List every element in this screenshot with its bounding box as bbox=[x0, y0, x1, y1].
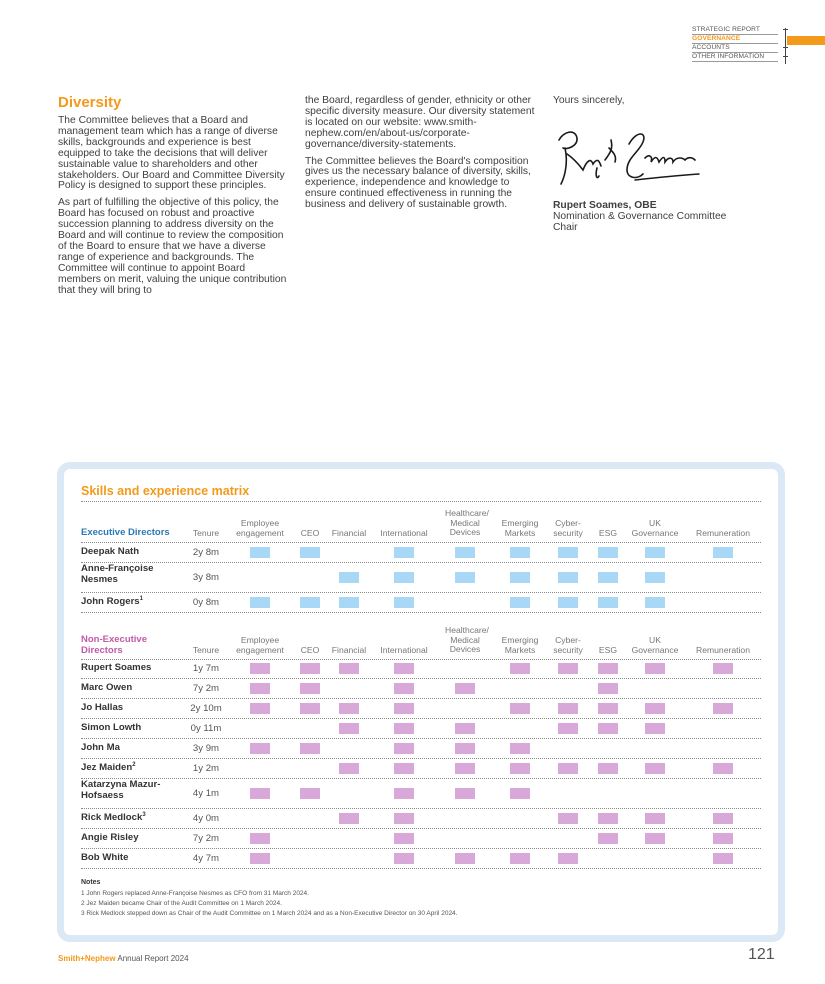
skill-marker bbox=[394, 853, 414, 864]
skill-marker bbox=[394, 743, 414, 754]
skill-marker bbox=[339, 763, 359, 774]
skill-header: Financial bbox=[331, 645, 367, 655]
skill-marker bbox=[713, 703, 733, 714]
skill-marker bbox=[598, 572, 618, 583]
skill-marker bbox=[558, 572, 578, 583]
skill-marker bbox=[558, 547, 578, 558]
skill-marker bbox=[510, 703, 530, 714]
skill-marker bbox=[510, 853, 530, 864]
skill-header: Remuneration bbox=[696, 528, 750, 538]
group-label: Non-Executive Directors bbox=[81, 634, 147, 656]
group-label: Executive Directors bbox=[81, 527, 170, 538]
non-executive-director-row: Angie Risley bbox=[81, 832, 139, 843]
non-executive-director-row: Jez Maiden$^2$ bbox=[81, 761, 136, 773]
skill-marker bbox=[394, 833, 414, 844]
skill-marker bbox=[394, 813, 414, 824]
row-divider bbox=[81, 738, 761, 739]
tenure-value: 0y 8m bbox=[192, 597, 220, 608]
skill-marker bbox=[598, 597, 618, 608]
text-column-1 bbox=[58, 116, 290, 303]
skill-marker bbox=[510, 597, 530, 608]
executive-director-row: Anne-Françoise Nesmes bbox=[81, 563, 154, 585]
skill-header: Remuneration bbox=[696, 645, 750, 655]
paragraph: The Committee believes the Board's composition gives us the necessary balance of diversity, skills, experience, independence and knowledge to ensure continued effectiveness in running the business and delivery of sustainable growth. bbox=[305, 155, 531, 211]
skill-marker bbox=[300, 788, 320, 799]
skill-marker bbox=[510, 743, 530, 754]
skill-marker bbox=[510, 788, 530, 799]
skill-marker bbox=[394, 663, 414, 674]
row-divider bbox=[81, 612, 761, 613]
tenure-value: 4y 0m bbox=[192, 813, 220, 824]
row-divider bbox=[81, 778, 761, 779]
skill-header: ESG bbox=[598, 528, 618, 538]
skill-header: Cyber- security bbox=[553, 635, 583, 655]
skill-header: Healthcare/ Medical Devices bbox=[445, 625, 489, 654]
skill-marker bbox=[455, 547, 475, 558]
tenure-value: 4y 1m bbox=[192, 788, 220, 799]
row-divider bbox=[81, 828, 761, 829]
skill-marker bbox=[339, 723, 359, 734]
signatory-block bbox=[553, 201, 753, 234]
tenure-value: 4y 7m bbox=[192, 853, 220, 864]
skill-marker bbox=[339, 813, 359, 824]
tenure-value: 1y 2m bbox=[192, 763, 220, 774]
skill-marker bbox=[394, 723, 414, 734]
skill-marker bbox=[300, 547, 320, 558]
nav-active-indicator bbox=[787, 36, 825, 45]
signature-image bbox=[553, 118, 703, 196]
skill-marker bbox=[455, 743, 475, 754]
skill-marker bbox=[558, 763, 578, 774]
nav-other-information[interactable]: OTHER INFORMATION bbox=[692, 53, 778, 62]
row-divider bbox=[81, 848, 761, 849]
nav-accounts[interactable]: ACCOUNTS bbox=[692, 44, 778, 53]
skill-marker bbox=[250, 663, 270, 674]
skill-header: Employee engagement bbox=[236, 635, 284, 655]
skill-header: UK Governance bbox=[631, 635, 679, 655]
skill-marker bbox=[455, 788, 475, 799]
diversity-heading: Diversity bbox=[58, 94, 122, 111]
non-executive-director-row: Simon Lowth bbox=[81, 722, 142, 733]
skill-marker bbox=[645, 703, 665, 714]
skill-marker bbox=[250, 547, 270, 558]
row-divider bbox=[81, 562, 761, 563]
tenure-value: 2y 10m bbox=[190, 703, 222, 714]
skill-marker bbox=[598, 763, 618, 774]
non-executive-director-row: Katarzyna Mazur-Hofsaess bbox=[81, 779, 161, 801]
nav-marker bbox=[783, 56, 788, 57]
skill-header: Financial bbox=[331, 528, 367, 538]
skill-marker bbox=[394, 547, 414, 558]
skill-marker bbox=[645, 663, 665, 674]
skill-marker bbox=[455, 853, 475, 864]
skill-header: International bbox=[380, 645, 428, 655]
section-nav bbox=[692, 26, 778, 62]
skill-marker bbox=[558, 597, 578, 608]
tenure-header: Tenure bbox=[192, 528, 220, 538]
skill-marker bbox=[300, 703, 320, 714]
row-divider bbox=[81, 592, 761, 593]
skill-marker bbox=[645, 597, 665, 608]
row-divider bbox=[81, 868, 761, 869]
skill-marker bbox=[394, 572, 414, 583]
skill-marker bbox=[455, 572, 475, 583]
nav-marker bbox=[783, 47, 788, 48]
tenure-value: 3y 9m bbox=[192, 743, 220, 754]
skill-marker bbox=[250, 597, 270, 608]
nav-rail bbox=[785, 28, 786, 64]
nav-governance[interactable]: GOVERNANCE bbox=[692, 35, 778, 44]
row-divider bbox=[81, 758, 761, 759]
skill-marker bbox=[455, 723, 475, 734]
skill-header: Cyber- security bbox=[553, 518, 583, 538]
non-executive-director-row: John Ma bbox=[81, 742, 120, 753]
skill-header: Employee engagement bbox=[236, 518, 284, 538]
matrix-title: Skills and experience matrix bbox=[81, 484, 250, 498]
executive-director-row: John Rogers$^1$ bbox=[81, 595, 143, 607]
skill-marker bbox=[339, 663, 359, 674]
text-column-3 bbox=[553, 96, 753, 113]
note: 2 Jez Maiden became Chair of the Audit Committee on 1 March 2024. bbox=[81, 900, 282, 907]
skill-marker bbox=[713, 547, 733, 558]
page-number: 121 bbox=[748, 946, 775, 963]
skill-header: Emerging Markets bbox=[501, 635, 539, 655]
skill-marker bbox=[645, 763, 665, 774]
divider bbox=[81, 501, 761, 502]
skill-marker bbox=[598, 547, 618, 558]
row-divider bbox=[81, 718, 761, 719]
skill-header: Healthcare/ Medical Devices bbox=[445, 508, 489, 537]
skill-marker bbox=[394, 683, 414, 694]
skill-header: ESG bbox=[598, 645, 618, 655]
nav-strategic-report[interactable]: STRATEGIC REPORT bbox=[692, 26, 778, 35]
skill-marker bbox=[558, 663, 578, 674]
footer-report: Annual Report 2024 bbox=[117, 954, 189, 963]
skill-marker bbox=[300, 597, 320, 608]
skill-header: CEO bbox=[300, 528, 320, 538]
divider bbox=[81, 659, 761, 660]
skill-marker bbox=[713, 813, 733, 824]
skill-marker bbox=[645, 833, 665, 844]
skill-marker bbox=[598, 813, 618, 824]
skill-marker bbox=[510, 572, 530, 583]
skill-marker bbox=[598, 703, 618, 714]
skill-header: UK Governance bbox=[631, 518, 679, 538]
non-executive-director-row: Marc Owen bbox=[81, 682, 133, 693]
tenure-value: 3y 8m bbox=[192, 572, 220, 583]
non-executive-director-row: Rick Medlock$^3$ bbox=[81, 811, 146, 823]
skill-marker bbox=[250, 683, 270, 694]
skill-marker bbox=[394, 703, 414, 714]
skill-marker bbox=[713, 853, 733, 864]
note: 1 John Rogers replaced Anne-Françoise Nesmes as CFO from 31 March 2024. bbox=[81, 890, 309, 897]
skill-marker bbox=[645, 723, 665, 734]
skill-header: CEO bbox=[300, 645, 320, 655]
paragraph: As part of fulfilling the objective of this policy, the Board has focused on robust and proactive succession planning to address diversity on the Board and will continue to review the composition of the Board to ensure that we have a diverse range of experience and backgrounds. The Committee will continue to appoint Board members on merit, valuing the unique contribution that they will bring to bbox=[58, 197, 287, 296]
skill-marker bbox=[250, 703, 270, 714]
tenure-value: 7y 2m bbox=[192, 683, 220, 694]
skill-marker bbox=[250, 853, 270, 864]
row-divider bbox=[81, 808, 761, 809]
tenure-value: 2y 8m bbox=[192, 547, 220, 558]
note: 3 Rick Medlock stepped down as Chair of the Audit Committee on 1 March 2024 and as a Non-Executive Director on 30 April 2024. bbox=[81, 910, 458, 917]
paragraph: the Board, regardless of gender, ethnicity or other specific diversity measure. Our diversity statement is located on our website: www.smith-nephew.com/en/about-us/corporate-governance/diversity-statements. bbox=[305, 95, 535, 150]
skill-marker bbox=[510, 663, 530, 674]
skill-marker bbox=[455, 763, 475, 774]
skill-marker bbox=[339, 572, 359, 583]
skill-marker bbox=[300, 663, 320, 674]
tenure-header: Tenure bbox=[192, 645, 220, 655]
skill-header: International bbox=[380, 528, 428, 538]
row-divider bbox=[81, 698, 761, 699]
skill-marker bbox=[713, 663, 733, 674]
skill-marker bbox=[394, 763, 414, 774]
skill-marker bbox=[645, 572, 665, 583]
signatory-name: Rupert Soames, OBE bbox=[553, 200, 657, 211]
skill-marker bbox=[598, 833, 618, 844]
nav-marker bbox=[783, 29, 788, 30]
non-executive-director-row: Rupert Soames bbox=[81, 662, 152, 673]
skill-marker bbox=[250, 743, 270, 754]
non-executive-director-row: Bob White bbox=[81, 852, 129, 863]
skill-marker bbox=[339, 597, 359, 608]
skill-marker bbox=[300, 683, 320, 694]
skill-marker bbox=[598, 723, 618, 734]
divider bbox=[81, 542, 761, 543]
skill-marker bbox=[713, 763, 733, 774]
signatory-role: Nomination & Governance Committee Chair bbox=[553, 210, 727, 233]
footer bbox=[58, 954, 189, 963]
tenure-value: 0y 11m bbox=[190, 723, 222, 734]
skill-marker bbox=[558, 703, 578, 714]
non-executive-director-row: Jo Hallas bbox=[81, 702, 124, 713]
executive-director-row: Deepak Nath bbox=[81, 546, 140, 557]
closing-line: Yours sincerely, bbox=[553, 95, 625, 106]
skill-marker bbox=[558, 723, 578, 734]
skill-marker bbox=[645, 813, 665, 824]
skill-header: Emerging Markets bbox=[501, 518, 539, 538]
skill-marker bbox=[510, 547, 530, 558]
skill-marker bbox=[558, 813, 578, 824]
skill-marker bbox=[598, 663, 618, 674]
skill-marker bbox=[339, 703, 359, 714]
footer-brand: Smith+Nephew bbox=[58, 954, 116, 963]
skill-marker bbox=[510, 763, 530, 774]
text-column-2 bbox=[305, 96, 537, 217]
tenure-value: 1y 7m bbox=[192, 663, 220, 674]
tenure-value: 7y 2m bbox=[192, 833, 220, 844]
skill-marker bbox=[713, 833, 733, 844]
skill-marker bbox=[558, 853, 578, 864]
skill-marker bbox=[394, 788, 414, 799]
skill-marker bbox=[394, 597, 414, 608]
skill-marker bbox=[250, 788, 270, 799]
notes-title: Notes bbox=[81, 879, 101, 886]
skill-marker bbox=[250, 833, 270, 844]
skill-marker bbox=[300, 743, 320, 754]
paragraph: The Committee believes that a Board and management team which has a range of diverse skills, backgrounds and experience is best equipped to take the decisions that will deliver sustainable value to shareholders and other stakeholders. Our Board and Committee Diversity Policy is designed to support these principles. bbox=[58, 115, 285, 192]
skill-marker bbox=[455, 683, 475, 694]
skill-marker bbox=[645, 547, 665, 558]
skill-marker bbox=[598, 683, 618, 694]
row-divider bbox=[81, 678, 761, 679]
